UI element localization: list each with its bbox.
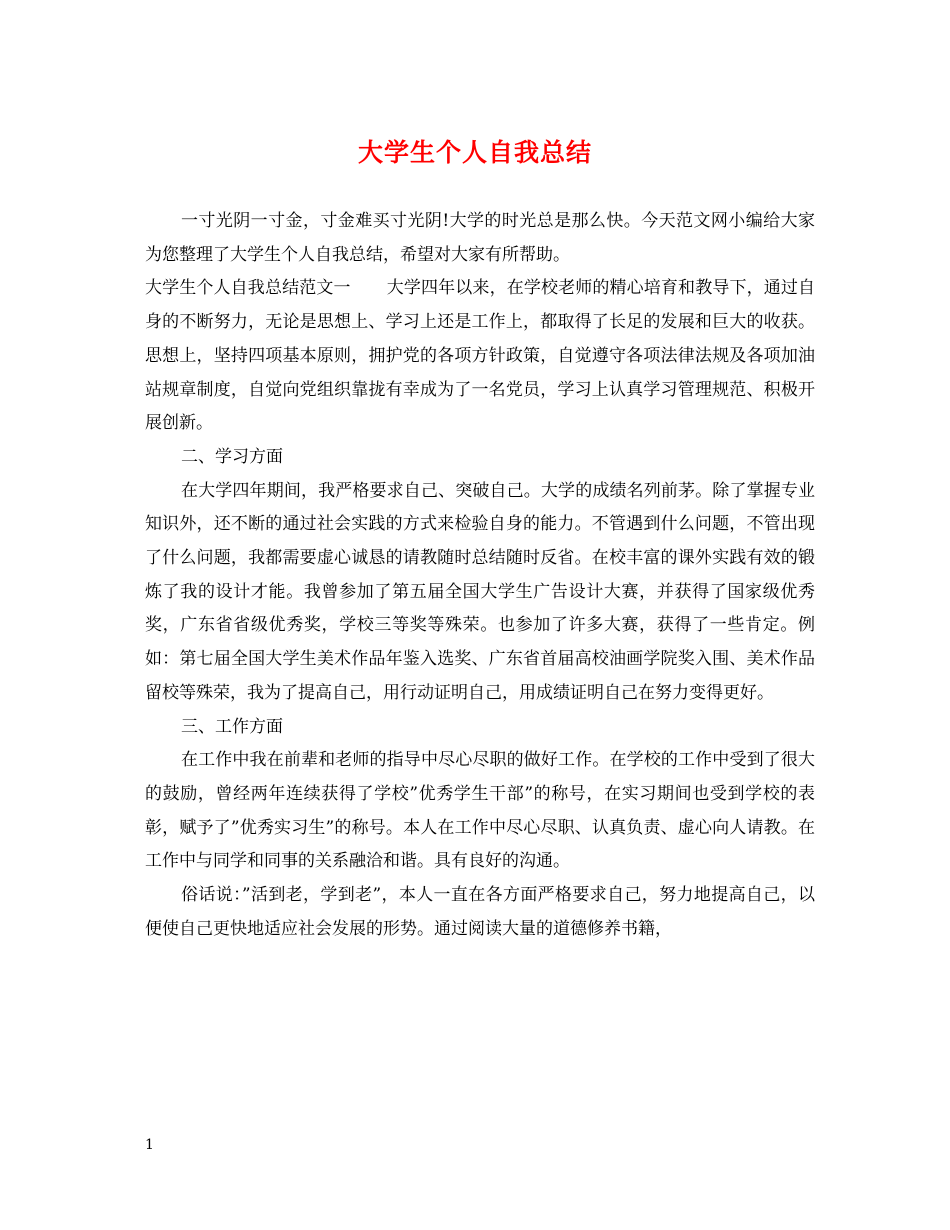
page-number: 1 [145, 1137, 154, 1153]
sample-label: 大学生个人自我总结范文一 [145, 278, 351, 299]
sample-text: 大学四年以来，在学校老师的精心培育和教导下，通过自身的不断努力，无论是思想上、学习上还是工作上，都取得了长足的发展和巨大的收获。思想上，坚持四项基本原则，拥护党的各项方针政策，自觉遵守各项法律法规及各项加油站规章制度，自觉向党组织靠拢有幸成为了一名党员，学习上认真学习管理规范、积极开展创新。 [145, 278, 816, 434]
intro-paragraph: 一寸光阴一寸金，寸金难买寸光阴!大学的时光总是那么快。今天范文网小编给大家为您整理了大学生个人自我总结，希望对大家有所帮助。 [145, 211, 815, 265]
document-title: 大学生个人自我总结 [357, 138, 592, 167]
section-heading-study: 二、学习方面 [181, 446, 283, 467]
study-paragraph: 在大学四年期间，我严格要求自己、突破自己。大学的成绩名列前茅。除了掌握专业知识外，还不断的通过社会实践的方式来检验自身的能力。不管遇到什么问题，不管出现了什么问题，我都需要虚心诚恳的请教随时总结随时反省。在校丰富的课外实践有效的锻炼了我的设计才能。我曾参加了第五届全国大学生广告设计大赛，并获得了国家级优秀奖，广东省省级优秀奖，学校三等奖等殊荣。也参加了许多大赛，获得了一些肯定。例如：第七届全国大学生美术作品年鉴入选奖、广东省首届高校油画学院奖入围、美术作品留校等殊荣，我为了提高自己，用行动证明自己，用成绩证明自己在努力变得更好。 [145, 480, 815, 703]
closing-paragraph: 俗话说：”活到老，学到老”，本人一直在各方面严格要求自己，努力地提高自己，以便使自己更快地适应社会发展的形势。通过阅读大量的道德修养书籍， [145, 885, 815, 939]
section-heading-work: 三、工作方面 [181, 716, 283, 737]
sample-paragraph [145, 272, 815, 441]
document-body [145, 205, 815, 946]
work-paragraph: 在工作中我在前辈和老师的指导中尽心尽职的做好工作。在学校的工作中受到了很大的鼓励，曾经两年连续获得了学校”优秀学生干部”的称号，在实习期间也受到学校的表彰，赋予了”优秀实习生”的称号。本人在工作中尽心尽职、认真负责、虚心向人请教。在工作中与同学和同事的关系融洽和谐。具有良好的沟通。 [145, 750, 815, 872]
